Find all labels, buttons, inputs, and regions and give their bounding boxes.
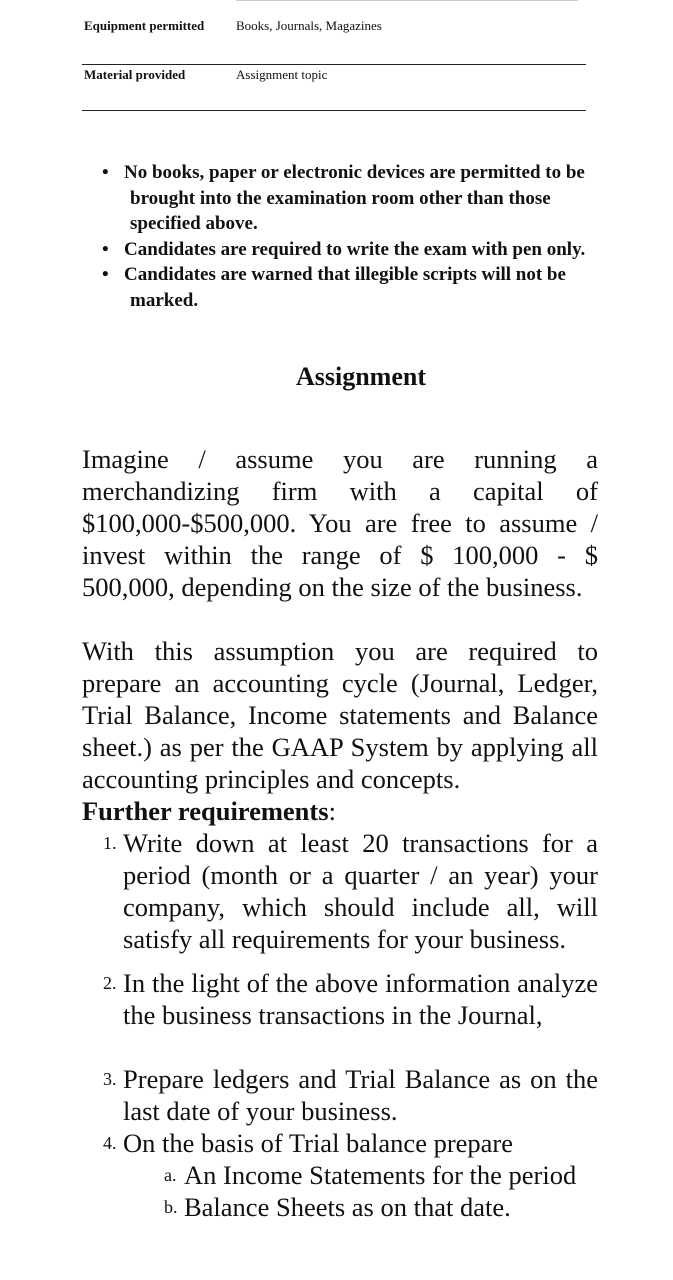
requirements-list [100, 1127, 598, 1159]
sub-requirement-letter: b. [164, 1197, 178, 1217]
requirement-text: On the basis of Trial balance prepare [123, 1128, 514, 1158]
material-value: Assignment topic [236, 67, 328, 82]
sub-requirement-item [162, 1191, 511, 1223]
page-title: Assignment [295, 362, 426, 391]
requirement-item [100, 1127, 598, 1159]
sub-requirement-text: An Income Statements for the period [184, 1160, 577, 1190]
rule-item [100, 237, 600, 263]
task-paragraph: With this assumption you are required to prepare an accounting cycle (Journal, Ledger, Trial Balance, Income statements and Balance sheet.) as per the GAAP System by applying all accounting principles and concepts. [82, 636, 598, 794]
sub-requirements-list [162, 1159, 576, 1191]
requirement-item [100, 967, 598, 1031]
sub-requirement-item [162, 1159, 576, 1191]
requirements-list [100, 827, 598, 955]
further-colon: : [328, 796, 336, 826]
rule-text: No books, paper or electronic devices are permitted to be brought into the examination room other than those specified above. [124, 162, 585, 234]
requirement-text: In the light of the above information analyze the business transactions in the Journal, [123, 968, 598, 1030]
equipment-label: Equipment permitted [84, 18, 205, 33]
equipment-value: Books, Journals, Magazines [236, 18, 382, 33]
divider [82, 110, 586, 111]
sub-requirement-letter: a. [164, 1165, 177, 1185]
rule-item [100, 262, 600, 313]
requirement-text: Write down at least 20 transactions for a period (month or a quarter / an year) your company, which should include all, will satisfy all requirements for your business. [123, 828, 598, 954]
requirement-number: 1. [103, 833, 117, 853]
sub-requirements-list [162, 1191, 511, 1223]
rule-text: Candidates are required to write the exam with pen only. [124, 238, 586, 260]
intro-paragraph: Imagine / assume you are running a merchandizing firm with a capital of $100,000-$500,000. You are free to assume / invest within the range of $ 100,000 - $ 500,000, depending on the size of the business. [82, 444, 598, 602]
sub-requirement-text: Balance Sheets as on that date. [184, 1192, 511, 1222]
requirements-list [100, 1063, 598, 1127]
top-rule [236, 0, 578, 1]
bullet-icon: • [102, 264, 109, 285]
further-label: Further requirements [82, 796, 329, 826]
bullet-icon: • [102, 238, 109, 260]
requirement-item [100, 827, 598, 955]
divider [82, 64, 586, 65]
rule-item [100, 160, 600, 237]
material-label: Material provided [84, 67, 186, 82]
requirement-number: 2. [103, 973, 117, 993]
bullet-icon: • [102, 162, 109, 183]
exam-rules-list [100, 160, 600, 313]
requirement-text: Prepare ledgers and Trial Balance as on the last date of your business. [123, 1064, 598, 1126]
requirements-list [100, 967, 598, 1031]
requirement-number: 4. [103, 1133, 117, 1153]
further-requirements-heading [82, 795, 336, 827]
requirement-item [100, 1063, 598, 1127]
requirement-number: 3. [103, 1069, 117, 1089]
rule-text: Candidates are warned that illegible scripts will not be marked. [124, 264, 566, 311]
